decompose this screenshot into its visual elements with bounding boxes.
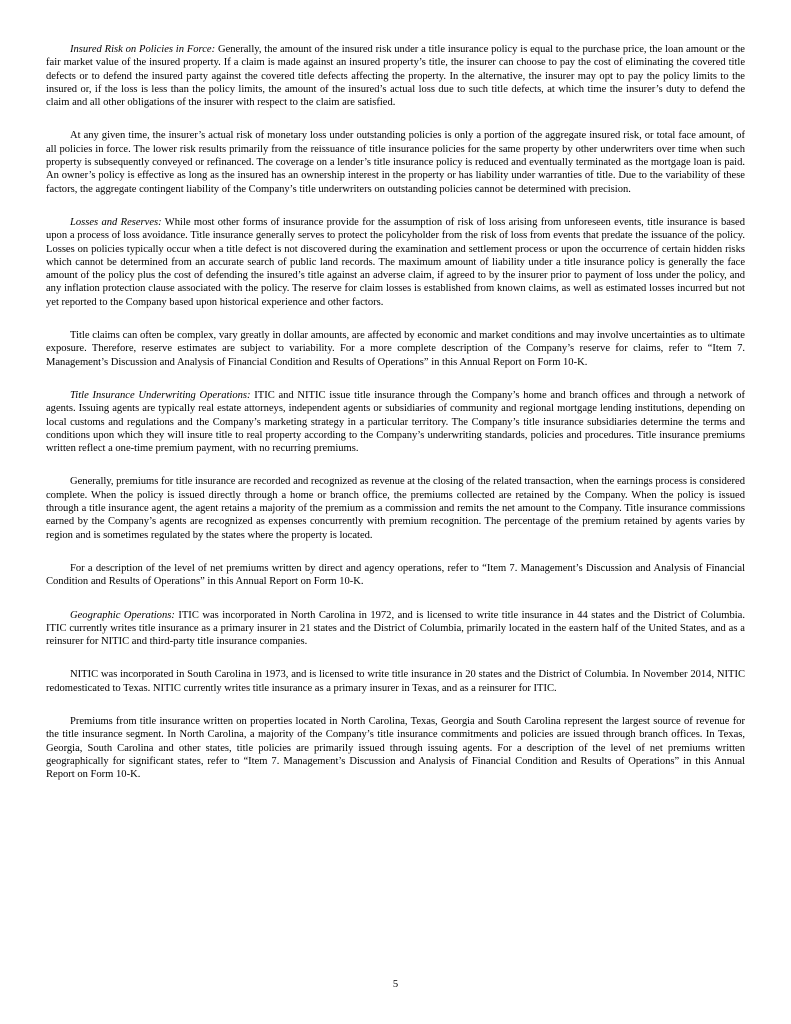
paragraph-premium-recognition xyxy=(46,475,745,541)
paragraph-net-premiums-reference xyxy=(46,562,745,589)
paragraph-heading: Insured Risk on Policies in Force: xyxy=(70,44,216,55)
document-page xyxy=(46,43,745,801)
paragraph-text: Premiums from title insurance written on properties located in North Carolina, Texas, Georgia and South Carolina represent the largest source of revenue for the title insurance segment. In North Carolina, a majority of the Company’s title insurance commitments and policies are issued through branch offices. In Texas, Georgia, South Carolina and other states, title policies are primarily issued through issuing agents. For a description of the level of net premiums written geographically for significant states, refer to “Item 7. Management’s Discussion and Analysis of Financial Condition and Results of Operations” in this Annual Report on Form 10-K. xyxy=(46,715,745,781)
page-number: 5 xyxy=(392,979,399,990)
paragraph-heading: Losses and Reserves: xyxy=(70,216,162,228)
paragraph-text: Generally, premiums for title insurance are recorded and recognized as revenue at the closing of the related transaction, when the earnings process is considered complete. When the policy is issued directly through a home or branch office, the premiums collected are retained by the Company. When the policy is issued through a title insurance agent, the agent retains a majority of the premium as a commission and remits the net amount to the Company. Title insurance commissions earned by the Company’s agents are recognized as expenses concurrently with premium recognition. The percentage of the premium retained by agents varies by region and is sometimes regulated by the states where the property is located. xyxy=(46,476,745,541)
paragraph-underwriting-operations xyxy=(46,389,745,455)
paragraph-text: NITIC was incorporated in South Carolina in 1973, and is licensed to write title insurance in 20 states and the District of Columbia. In November 2014, NITIC redomesticated to Texas. NITIC currently writes title insurance as a primary insurer in Texas, and as a reinsurer for ITIC. xyxy=(46,669,745,694)
paragraph-text: For a description of the level of net premiums written by direct and agency operations, refer to “Item 7. Management’s Discussion and Analysis of Financial Condition and Results of Operations” in this Annual Report on Form 10-K. xyxy=(46,562,745,588)
paragraph-heading: Title Insurance Underwriting Operations: xyxy=(70,389,251,401)
paragraph-text: While most other forms of insurance provide for the assumption of risk of loss arising from unforeseen events, title insurance is based upon a process of loss avoidance. Title insurance generally serves to protect the policyholder from the risk of loss from events that predate the issuance of the policy. Losses on policies typically occur when a title defect is not discovered during the examination and settlement process or upon the occurrence of certain hidden risks which cannot be determined from an accurate search of public land records. The maximum amount of liability under a title insurance policy is generally the face amount of the policy plus the cost of defending the insured’s title against an adverse claim, if agreed to by the insurer prior to payment of loss under the policy, and any inflation protection clause associated with the policy. The reserve for claim losses is established from known claims, as well as estimated losses incurred but not yet reported to the Company based upon historical experience and other factors. xyxy=(46,216,745,308)
paragraph-text: ITIC was incorporated in North Carolina in 1972, and is licensed to write title insurance in 44 states and the District of Columbia. ITIC currently writes title insurance as a primary insurer in 21 states and the District of Columbia, primarily located in the eastern half of the United States, and as a reinsurer for NITIC and third-party title insurance companies. xyxy=(46,609,745,648)
paragraph-actual-risk xyxy=(46,129,745,195)
paragraph-geographic-operations xyxy=(46,609,745,649)
paragraph-heading: Geographic Operations: xyxy=(70,609,175,621)
paragraph-title-claims xyxy=(46,329,745,369)
paragraph-insured-risk xyxy=(46,43,745,109)
paragraph-text: At any given time, the insurer’s actual risk of monetary loss under outstanding policies is only a portion of the aggregate insured risk, or total face amount, of all policies in force. The lower risk results primarily from the reissuance of title insurance policies for the same property by other underwriters over time when such property is subsequently conveyed or refinanced. The coverage on a lender’s title insurance policy is reduced and eventually terminated as the mortgage loan is paid. An owner’s policy is effective as long as the insured has an ownership interest in the property or has liability under warranties of title. Due to the variability of these factors, the aggregate contingent liability of the Company’s title underwriters on outstanding policies cannot be determined with precision. xyxy=(46,130,745,195)
paragraph-text: Generally, the amount of the insured risk under a title insurance policy is equal to the purchase price, the loan amount or the fair market value of the insured property. If a claim is made against an insured property’s title, the insurer can choose to pay the cost of eliminating the covered title defects or to defend the insured party against the covered title defects affecting the property. In the alternative, the insurer may opt to pay the policy limits to the insured or, if the loss is less than the policy limits, the amount of the insured’s actual loss due to such title defects, at which time the insurer’s duty to defend the claim and all other obligations of the insurer with respect to the claim are satisfied. xyxy=(46,44,745,109)
paragraph-premium-sources xyxy=(46,715,745,781)
paragraph-text: ITIC and NITIC issue title insurance through the Company’s home and branch offices and through a network of agents. Issuing agents are typically real estate attorneys, independent agents or subsidiaries of community and regional mortgage lending institutions, depending on local customs and regulations and the Company’s marketing strategy in a particular territory. The Company’s title insurance subsidiaries determine the terms and conditions upon which they will insure title to real property according to the Company’s underwriting standards, policies and procedures. Title insurance premiums written reflect a one-time premium payment, with no recurring premiums. xyxy=(46,389,745,455)
paragraph-nitic xyxy=(46,668,745,695)
paragraph-losses-reserves xyxy=(46,216,745,309)
paragraph-text: Title claims can often be complex, vary greatly in dollar amounts, are affected by economic and market conditions and may involve uncertainties as to ultimate exposure. Therefore, reserve estimates are subject to variability. For a more complete description of the Company’s reserve for claims, refer to “Item 7. Management’s Discussion and Analysis of Financial Condition and Results of Operations” in this Annual Report on Form 10-K. xyxy=(46,330,745,368)
